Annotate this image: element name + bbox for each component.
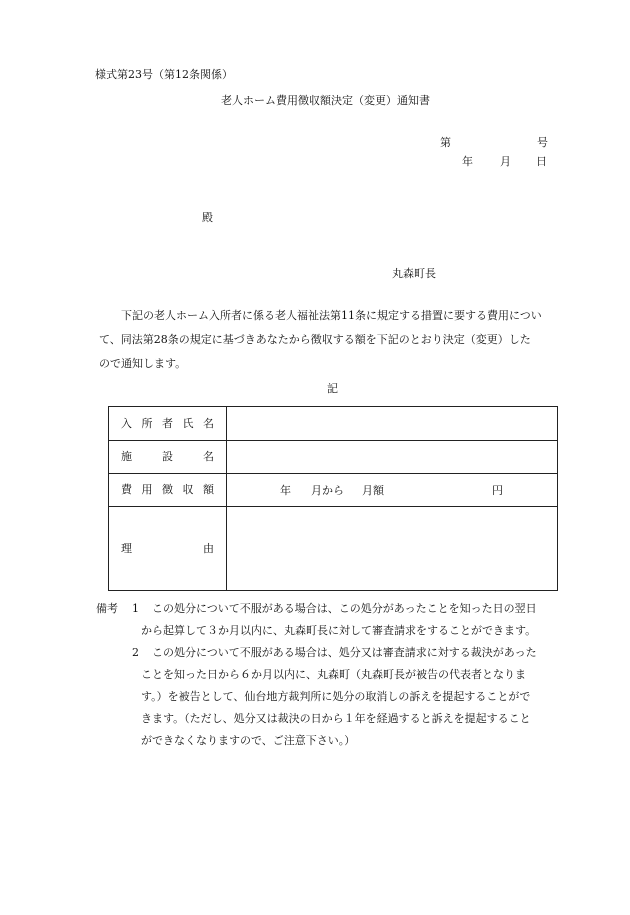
label-char: 設 <box>162 450 173 464</box>
note-number: 1 <box>132 602 139 615</box>
form-label: 様式第23号（第12条関係） <box>95 68 233 81</box>
label-char: 理 <box>121 541 132 555</box>
label-char: 費 <box>121 483 132 497</box>
note-line: から起算して３か月以内に、丸森町長に対して審査請求をすることができます。 <box>141 624 537 637</box>
addressee-honorific: 殿 <box>202 211 213 224</box>
table-row-resident-name <box>109 407 558 441</box>
fee-yen-label: 円 <box>492 484 503 497</box>
note-line: ができなくなりますので、ご注意下さい。） <box>141 734 356 747</box>
note-line: この処分について不服がある場合は、この処分があったことを知った日の翌日 <box>152 602 537 615</box>
number-prefix: 第 <box>440 136 451 149</box>
note-line: きます。（ただし、処分又は裁決の日から１年を経過すると訴えを提起すること <box>141 712 531 725</box>
body-line: 下記の老人ホーム入所者に係る老人福祉法第11条に規定する措置に要する費用につい <box>121 309 542 322</box>
note-item <box>141 598 577 642</box>
label-facility <box>109 441 227 474</box>
value-facility[interactable] <box>227 441 558 474</box>
body-line: て、同法第28条の規定に基づきあなたから徴収する額を下記のとおり決定（変更）した <box>99 333 531 346</box>
label-char: 徴 <box>162 483 173 497</box>
fee-year-label: 年 <box>280 484 291 497</box>
label-char: 額 <box>203 483 214 497</box>
issuer-name: 丸森町長 <box>392 267 436 280</box>
table-row-facility <box>109 441 558 474</box>
note-line: す。）を被告として、仙台地方裁判所に処分の取消しの訴えを提起することがで <box>141 690 531 703</box>
note-line: この処分について不服がある場合は、処分又は審査請求に対する裁決があった <box>152 646 537 659</box>
label-char: 用 <box>141 483 153 497</box>
value-reason[interactable] <box>227 507 558 591</box>
value-resident-name[interactable] <box>227 407 558 441</box>
date-year-label: 年 <box>462 155 473 168</box>
value-fee[interactable] <box>227 474 558 507</box>
table-row-fee <box>109 474 558 507</box>
date-month-label: 月 <box>500 155 511 168</box>
body-line: ので通知します。 <box>99 357 187 370</box>
table-row-reason <box>109 507 558 591</box>
number-suffix: 号 <box>537 136 548 149</box>
note-line: ことを知った日から６か月以内に、丸森町（丸森町長が被告の代表者となりま <box>141 668 526 681</box>
label-fee <box>109 474 227 507</box>
label-resident-name <box>109 407 227 441</box>
details-table <box>108 406 558 591</box>
body-paragraph <box>99 304 577 376</box>
label-char: 収 <box>182 483 194 497</box>
ki-heading: 記 <box>327 382 338 395</box>
notes-label: 備考 <box>96 602 118 615</box>
label-char: 名 <box>203 450 214 464</box>
note-item <box>141 642 577 752</box>
date-day-label: 日 <box>536 155 547 168</box>
label-char: 施 <box>121 450 132 464</box>
fee-month-from-label: 月から <box>311 484 344 497</box>
label-reason <box>109 507 227 591</box>
label-char: 由 <box>203 541 214 555</box>
fee-monthly-label: 月額 <box>362 484 384 497</box>
label-char: 氏 <box>182 416 194 430</box>
label-char: 所 <box>141 416 153 430</box>
label-char: 者 <box>162 416 173 430</box>
label-char: 入 <box>121 416 132 430</box>
label-char: 名 <box>203 416 214 430</box>
document-title: 老人ホーム費用徴収額決定（変更）通知書 <box>221 94 430 107</box>
note-number: 2 <box>132 646 139 659</box>
